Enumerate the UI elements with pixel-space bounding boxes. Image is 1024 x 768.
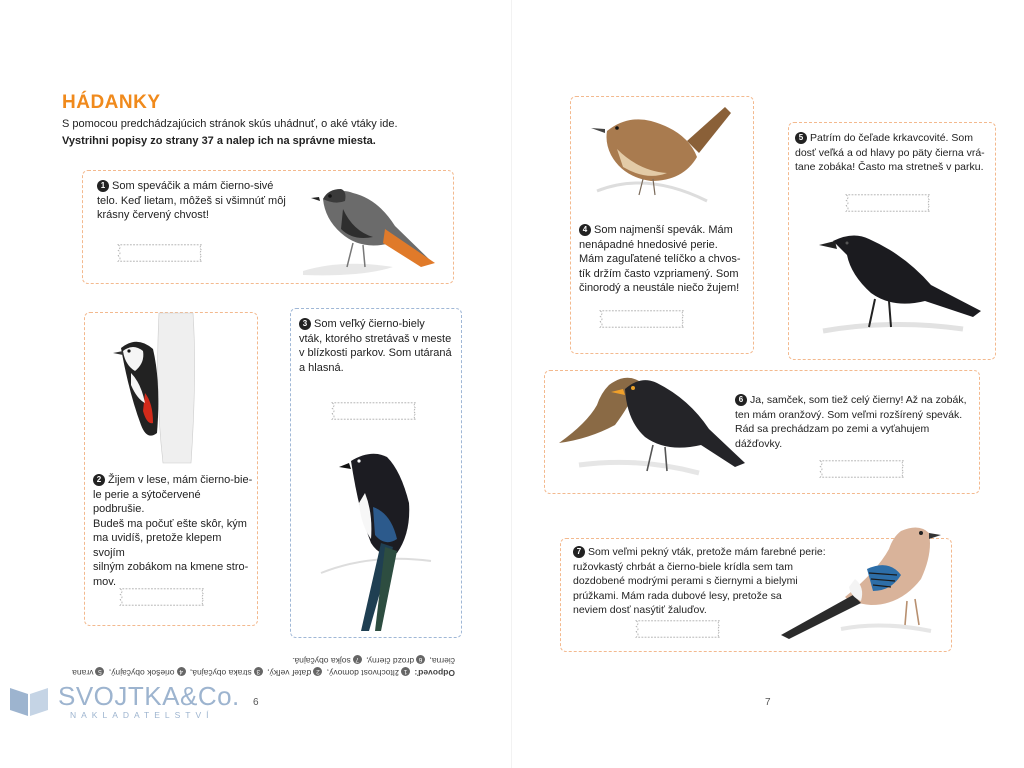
sticker-placeholder-5[interactable]	[839, 193, 937, 213]
riddle-text-6: 6 Ja, samček, som tiež celý čierny! Až na zobák, ten mám oranžový. Som veľmi rozšírený spevák. Rád sa prechádzam po zemi a vyťahujem dážďovky.	[735, 394, 967, 450]
page-number-right: 7	[765, 697, 771, 708]
riddle-number-2: 2	[93, 474, 105, 486]
woodpecker-illustration	[101, 313, 211, 463]
publisher-subtitle: NAKLADATELSTVÍ	[70, 710, 214, 720]
answer-label: Odpoveď:	[414, 668, 455, 678]
riddle-card-3	[290, 308, 462, 638]
riddle-text-1: 1 Som speváčik a mám čierno-sivé telo. Keď lietam, môžeš si všimnúť môj krásny červený chvost!	[97, 180, 286, 221]
riddle-text-7: 7 Som veľmi pekný vták, pretože mám farebné perie: ružovkastý chrbát a čierno-biele krídla sem tam dozdobené modrými perami s čiernymi a bielymi prúžkami. Mám rada dubové lesy, pretože sa neviem dosť nasýtiť žaluďov.	[573, 546, 826, 616]
sticker-placeholder-6[interactable]	[813, 459, 911, 479]
book-icon	[8, 682, 50, 718]
riddle-text-5: 5 Patrím do čeľade krkavcovité. Som dosť veľká a od hlavy po päty čierna vrá- tane zobáka! Často ma stretneš v parku.	[795, 132, 985, 173]
riddle-card-1	[82, 170, 454, 284]
blackbird-illustration	[549, 365, 749, 491]
jay-illustration	[781, 517, 951, 645]
riddle-card-2	[84, 312, 258, 626]
riddle-number-4: 4	[579, 224, 591, 236]
page-title: HÁDANKY	[62, 92, 161, 113]
sticker-placeholder-7[interactable]	[629, 619, 727, 639]
instruction-line-2: Vystrihni popisy zo strany 37 a nalep ich na správne miesta.	[62, 135, 376, 147]
instructions	[62, 116, 442, 150]
sticker-placeholder-4[interactable]	[593, 309, 691, 329]
answer-key: Odpoveď: 1žltochvost domový, 2ďateľ veľký, 3straka obyčajná, 4oriešok obyčajný, 5vrana čierna, 6drozd čierny, 7sojka obyčajná.	[72, 656, 455, 678]
page-number-left: 6	[253, 697, 259, 708]
riddle-number-3: 3	[299, 318, 311, 330]
page-fold	[511, 0, 512, 768]
publisher-name: SVOJTKA&Co.	[58, 681, 240, 711]
riddle-card-5	[788, 122, 996, 360]
wren-illustration	[587, 101, 737, 213]
riddle-card-7	[560, 538, 952, 652]
riddle-number-5: 5	[795, 132, 807, 144]
riddle-number-6: 6	[735, 394, 747, 406]
black-redstart-illustration	[283, 171, 448, 281]
riddle-number-7: 7	[573, 546, 585, 558]
magpie-illustration	[301, 443, 451, 633]
riddle-number-1: 1	[97, 180, 109, 192]
riddle-text-4: 4 Som najmenší spevák. Mám nenápadné hnedosivé perie. Mám zaguľatené telíčko a chvos- tík držím často vzpriamený. Som činorodý a neustále niečo žujem!	[579, 224, 741, 294]
publisher-logo	[8, 681, 240, 722]
riddle-text-2: 2 Žijem v lese, mám čierno-bie- le perie a sýtočervené podbrušie. Budeš ma počuť ešte skôr, kým ma uvidíš, pretože klepem svojím silným zobákom na kmene stro- mov.	[93, 474, 253, 588]
riddle-text-3: 3 Som veľký čierno-biely vták, ktorého stretávaš v meste v blízkosti parkov. Som utáraná a hlasná.	[299, 318, 452, 374]
riddle-card-4	[570, 96, 754, 354]
sticker-placeholder-2[interactable]	[113, 587, 211, 607]
riddle-card-6	[544, 370, 980, 494]
sticker-placeholder-1[interactable]	[111, 243, 209, 263]
crow-illustration	[813, 227, 989, 337]
sticker-placeholder-3[interactable]	[325, 401, 423, 421]
instruction-line-1: S pomocou predchádzajúcich stránok skús uhádnuť, o aké vtáky ide.	[62, 118, 398, 130]
